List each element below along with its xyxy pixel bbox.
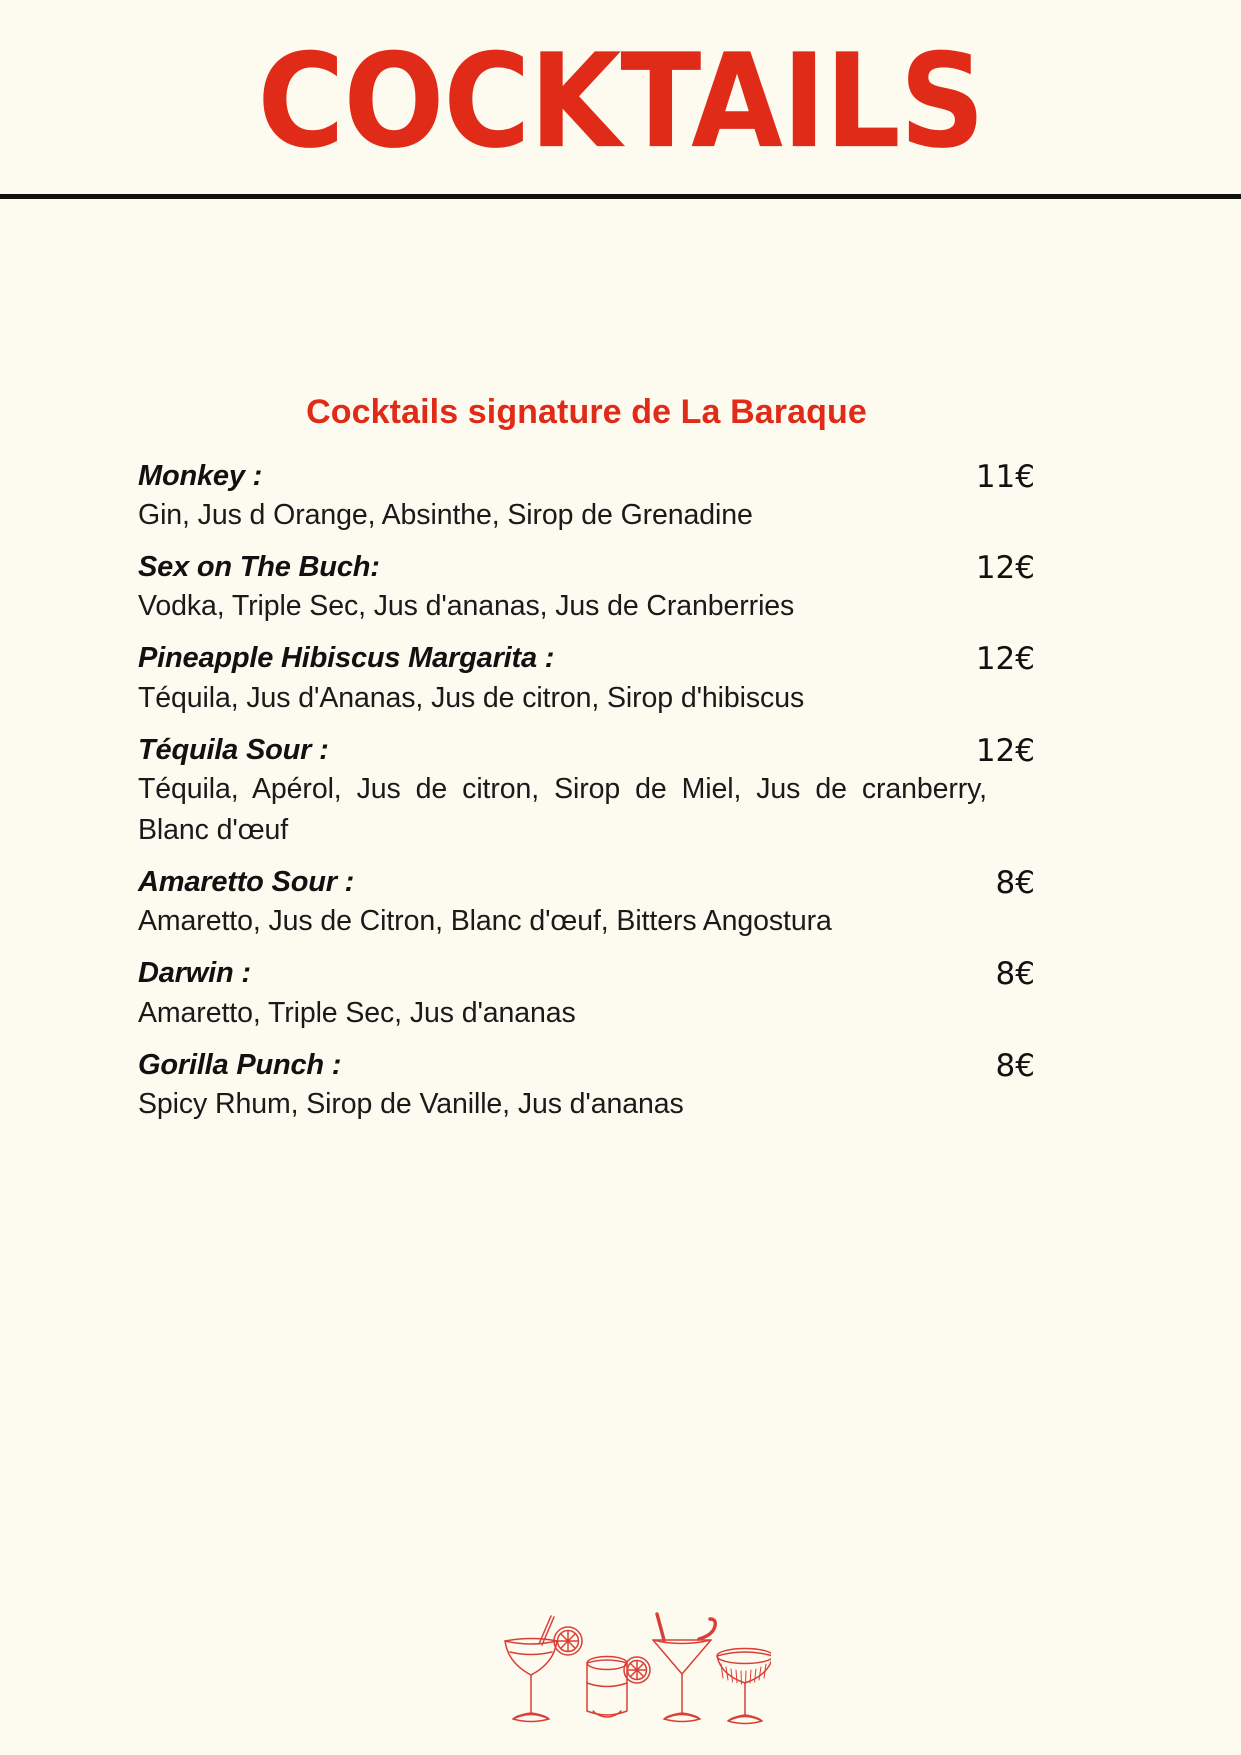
menu-item-head xyxy=(138,457,1035,497)
menu-item-description: Spicy Rhum, Sirop de Vanille, Jus d'ananas xyxy=(138,1088,684,1121)
menu-item-name: Amaretto Sour : xyxy=(138,866,355,899)
menu-item-head xyxy=(138,731,1035,771)
menu-item-description: Téquila, Apérol, Jus de citron, Sirop de Miel, Jus de cranberry, Blanc d'œuf xyxy=(138,773,987,847)
cocktail-list xyxy=(138,457,1035,1125)
martini-glass-with-straw-and-stirrer-icon xyxy=(653,1614,715,1722)
menu-item-name: Darwin : xyxy=(138,957,251,990)
menu-item xyxy=(138,731,1035,851)
menu-item xyxy=(138,954,1035,1033)
menu-item xyxy=(138,1046,1035,1125)
menu-item xyxy=(138,639,1035,718)
menu-item xyxy=(138,863,1035,942)
menu-item-name: Téquila Sour : xyxy=(138,733,329,766)
menu-item-head xyxy=(138,1046,1035,1086)
footer-illustration xyxy=(0,1608,1241,1743)
menu-item-description: Vodka, Triple Sec, Jus d'ananas, Jus de Cranberries xyxy=(138,590,795,623)
menu-item-head xyxy=(138,954,1035,994)
coupe-glass-with-straw-and-orange-slice-icon xyxy=(505,1616,582,1722)
menu-item-name: Pineapple Hibiscus Margarita : xyxy=(138,642,555,675)
menu-item-price: 8€ xyxy=(995,1047,1035,1084)
menu-item-name: Monkey : xyxy=(138,459,263,492)
menu-item xyxy=(138,548,1035,627)
menu-item-price: 11€ xyxy=(975,458,1035,495)
menu-item-name: Gorilla Punch : xyxy=(138,1048,342,1081)
signature-cocktails-section xyxy=(138,392,1035,1125)
champagne-coupe-glass-icon xyxy=(717,1649,771,1724)
section-heading: Cocktails signature de La Baraque xyxy=(306,392,867,432)
menu-item-price: 12€ xyxy=(975,732,1035,769)
menu-item-description: Amaretto, Triple Sec, Jus d'ananas xyxy=(138,996,576,1029)
menu-item-name: Sex on The Buch: xyxy=(138,551,380,584)
rocks-glass-with-citrus-slice-icon xyxy=(587,1657,650,1718)
menu-item-description: Téquila, Jus d'Ananas, Jus de citron, Sirop d'hibiscus xyxy=(138,681,805,714)
page-title: COCKTAILS xyxy=(257,26,984,177)
menu-item-head xyxy=(138,639,1035,679)
menu-item-head xyxy=(138,548,1035,588)
menu-item-description: Gin, Jus d Orange, Absinthe, Sirop de Grenadine xyxy=(138,499,753,532)
menu-item-price: 12€ xyxy=(975,641,1035,678)
header-divider xyxy=(0,194,1241,199)
cocktail-glasses-icon xyxy=(471,1608,771,1743)
menu-item-head xyxy=(138,863,1035,903)
menu-item-description: Amaretto, Jus de Citron, Blanc d'œuf, Bitters Angostura xyxy=(138,905,832,938)
menu-item-price: 8€ xyxy=(995,865,1035,902)
menu-item xyxy=(138,457,1035,536)
menu-item-price: 8€ xyxy=(995,956,1035,993)
menu-header xyxy=(0,0,1241,199)
menu-item-price: 12€ xyxy=(975,550,1035,587)
